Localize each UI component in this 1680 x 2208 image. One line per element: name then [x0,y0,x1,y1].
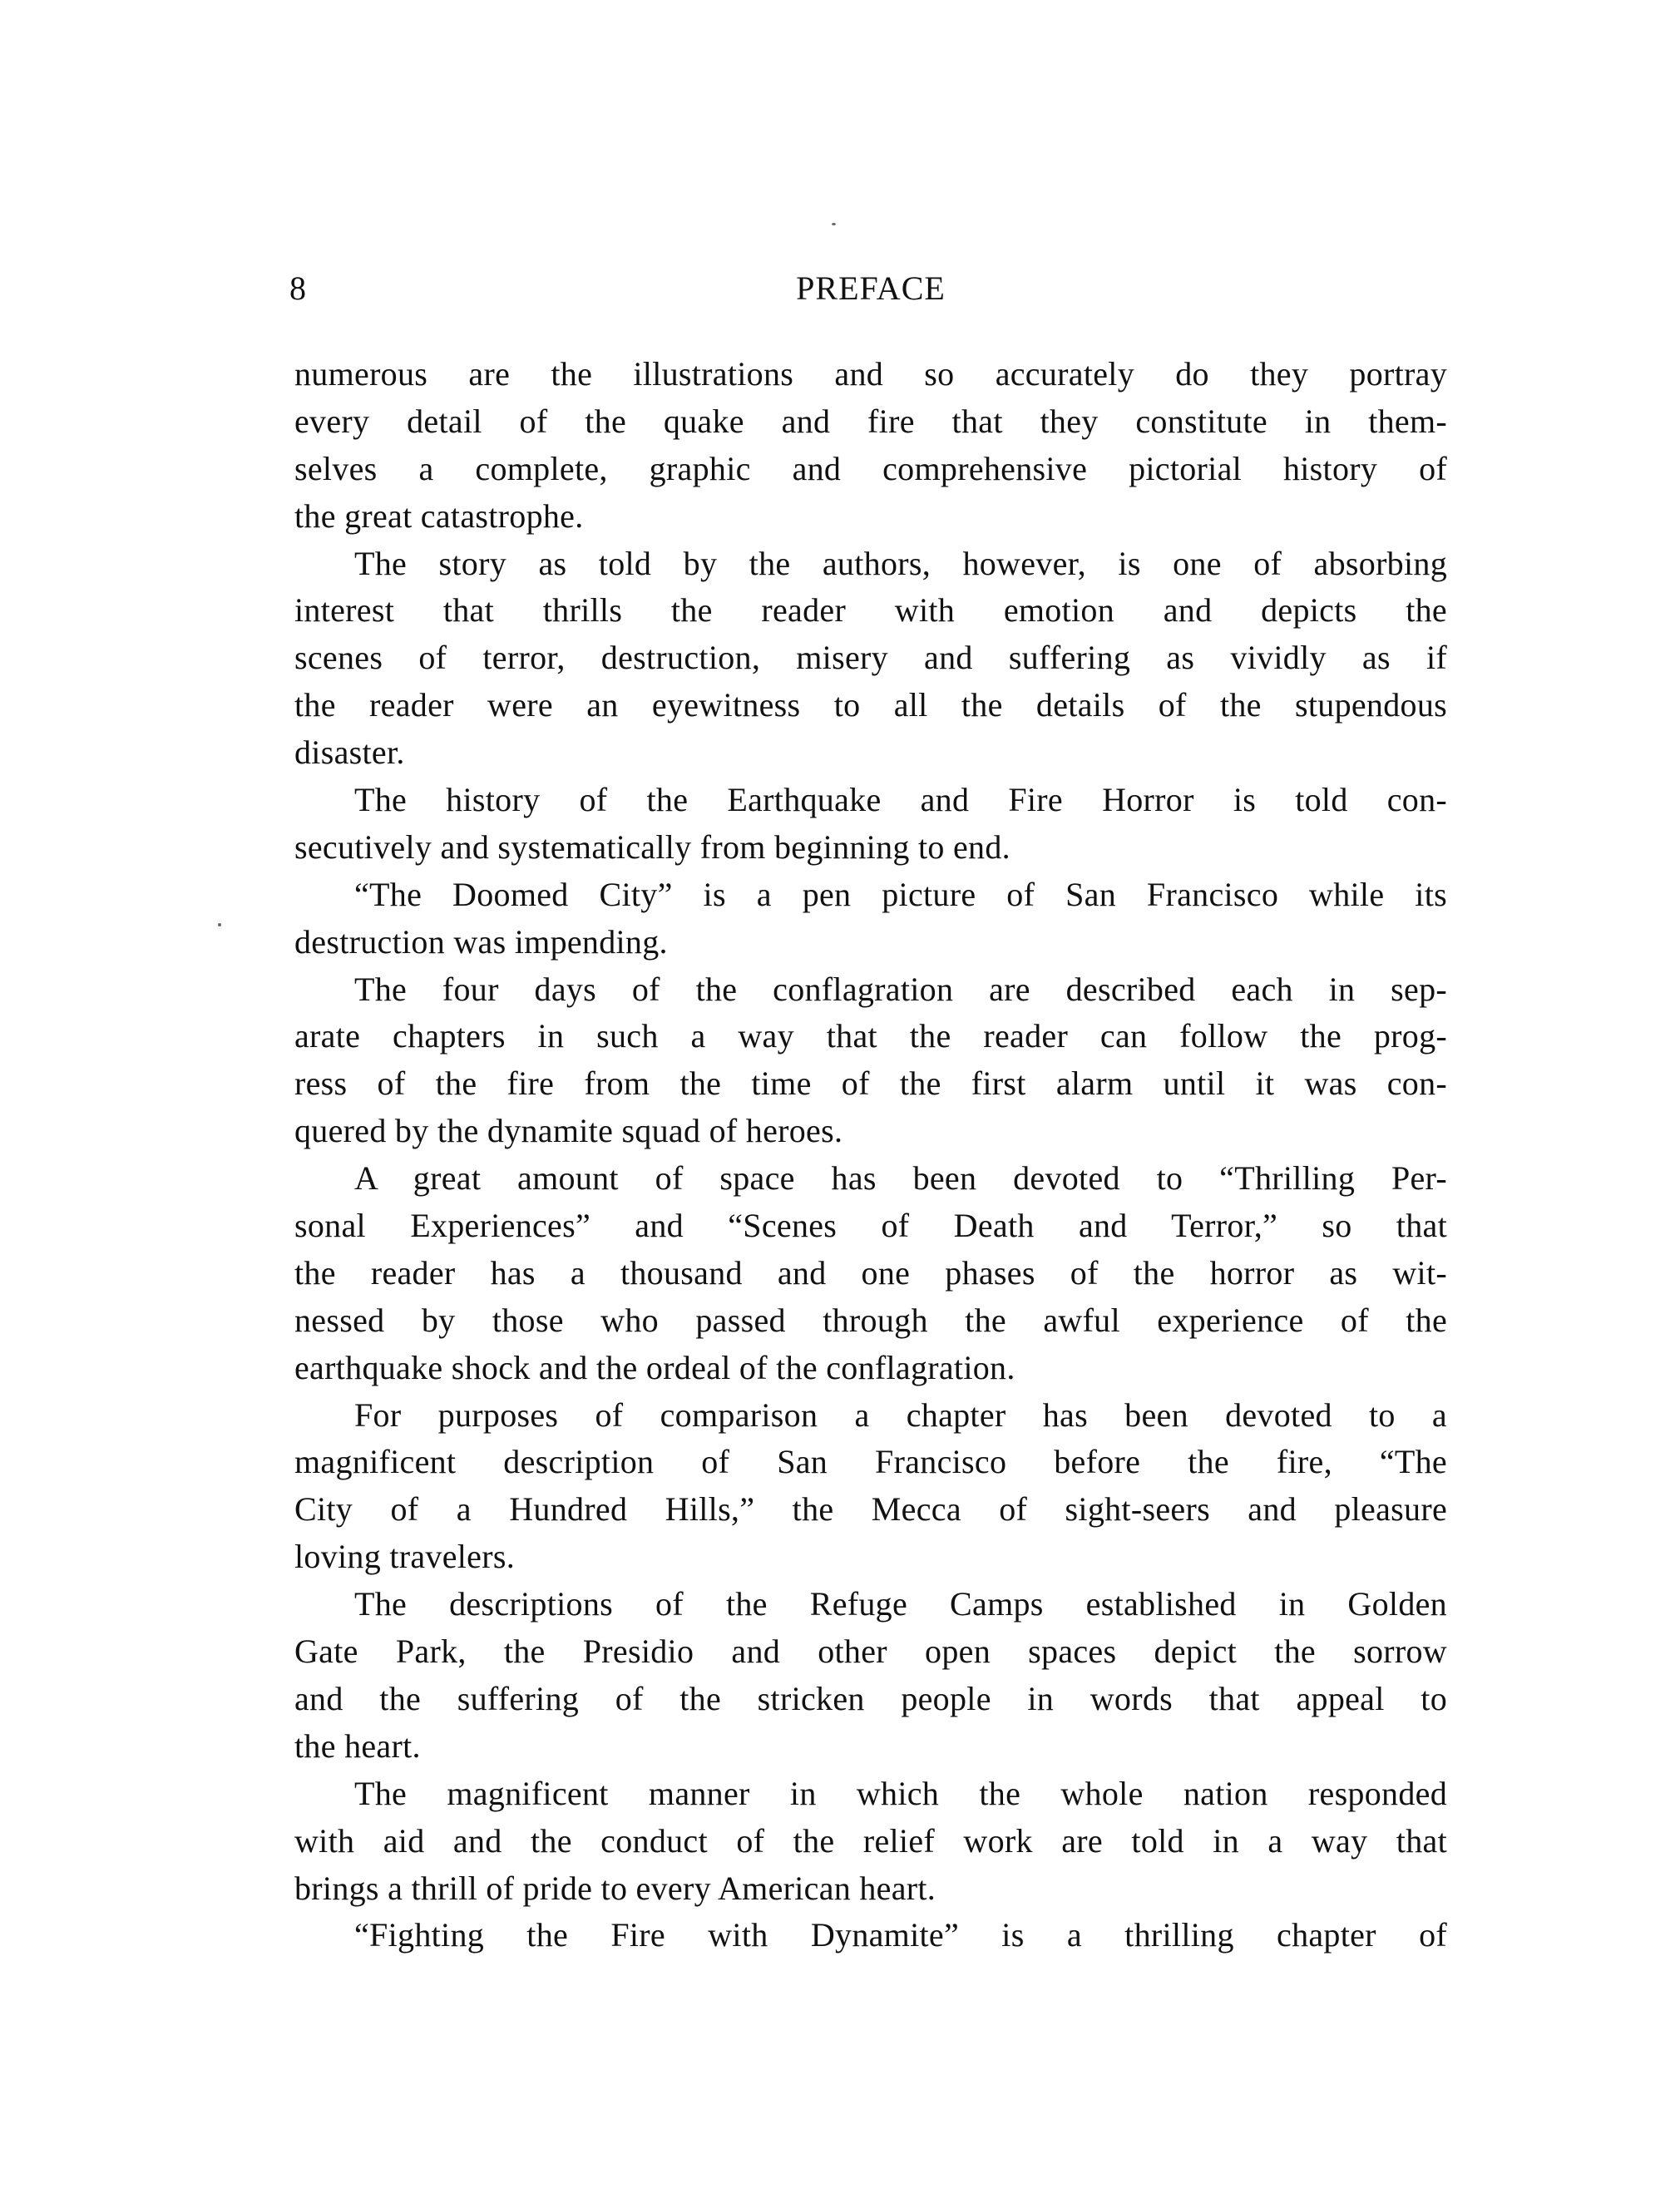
page-number: 8 [289,269,306,307]
text-line: The history of the Earthquake and Fire Horror is told con- [354,781,1447,819]
text-line: “Fighting the Fire with Dynamite” is a thrilling chapter of [354,1916,1447,1954]
text-line: the reader has a thousand and one phases of the horror as wit- [294,1253,1447,1292]
page-title: PREFACE [796,269,946,307]
text-line: and the suffering of the stricken people in words that appeal to [294,1679,1447,1717]
text-line: The descriptions of the Refuge Camps established in Golden [354,1585,1447,1623]
text-line: loving travelers. [294,1538,516,1576]
text-line: the great catastrophe. [294,496,584,535]
paragraph [294,1912,1447,1959]
text-line: A great amount of space has been devoted to “Thrilling Per- [354,1159,1447,1198]
text-line: arate chapters in such a way that the reader can follow the prog- [294,1017,1447,1055]
text-line: destruction was impending. [294,922,668,961]
text-line: For purposes of comparison a chapter has been devoted to a [354,1395,1447,1434]
running-header [289,264,1447,312]
text-line: sonal Experiences” and “Scenes of Death and Terror,” so that [294,1207,1447,1245]
text-line: interest that thrills the reader with emotion and depicts the [294,591,1447,630]
paragraph [294,872,1447,966]
text-line: “The Doomed City” is a pen picture of San Francisco while its [354,875,1447,913]
paragraph [294,1581,1447,1771]
paragraph [294,777,1447,872]
text-line: disaster. [294,734,405,772]
body-text [294,351,1447,1959]
text-line: secutively and systematically from beginning to end. [294,827,1010,866]
text-line: The magnificent manner in which the whole nation responded [354,1774,1447,1812]
text-line: the heart. [294,1726,421,1765]
text-line: magnificent description of San Francisco before the fire, “The [294,1443,1447,1481]
paragraph [294,966,1447,1156]
paragraph [294,541,1447,777]
text-line: brings a thrill of pride to every American heart. [294,1869,936,1907]
text-line: ress of the fire from the time of the first alarm until it was con- [294,1064,1447,1103]
text-line: earthquake shock and the ordeal of the conflagration. [294,1348,1015,1386]
text-line: selves a complete, graphic and comprehensive pictorial history of [294,449,1447,487]
paragraph [294,1771,1447,1913]
text-line: the reader were an eyewitness to all the details of the stupendous [294,686,1447,724]
text-line: nessed by those who passed through the awful experience of the [294,1301,1447,1339]
paragraph [294,1392,1447,1582]
text-line: The story as told by the authors, however, is one of absorbing [354,544,1447,582]
scan-speck [832,223,836,225]
text-line: numerous are the illustrations and so accurately do they portray [294,355,1447,393]
paragraph [294,351,1447,541]
text-line: The four days of the conflagration are described each in sep- [354,970,1447,1008]
text-line: every detail of the quake and fire that they constitute in them- [294,402,1447,440]
text-line: scenes of terror, destruction, misery and suffering as vividly as if [294,639,1447,677]
text-line: quered by the dynamite squad of heroes. [294,1112,843,1150]
text-line: with aid and the conduct of the relief work are told in a way that [294,1821,1447,1860]
paragraph [294,1155,1447,1391]
scan-speck [218,923,221,926]
text-line: City of a Hundred Hills,” the Mecca of sight-seers and pleasure [294,1490,1447,1529]
text-line: Gate Park, the Presidio and other open spaces depict the sorrow [294,1633,1447,1671]
